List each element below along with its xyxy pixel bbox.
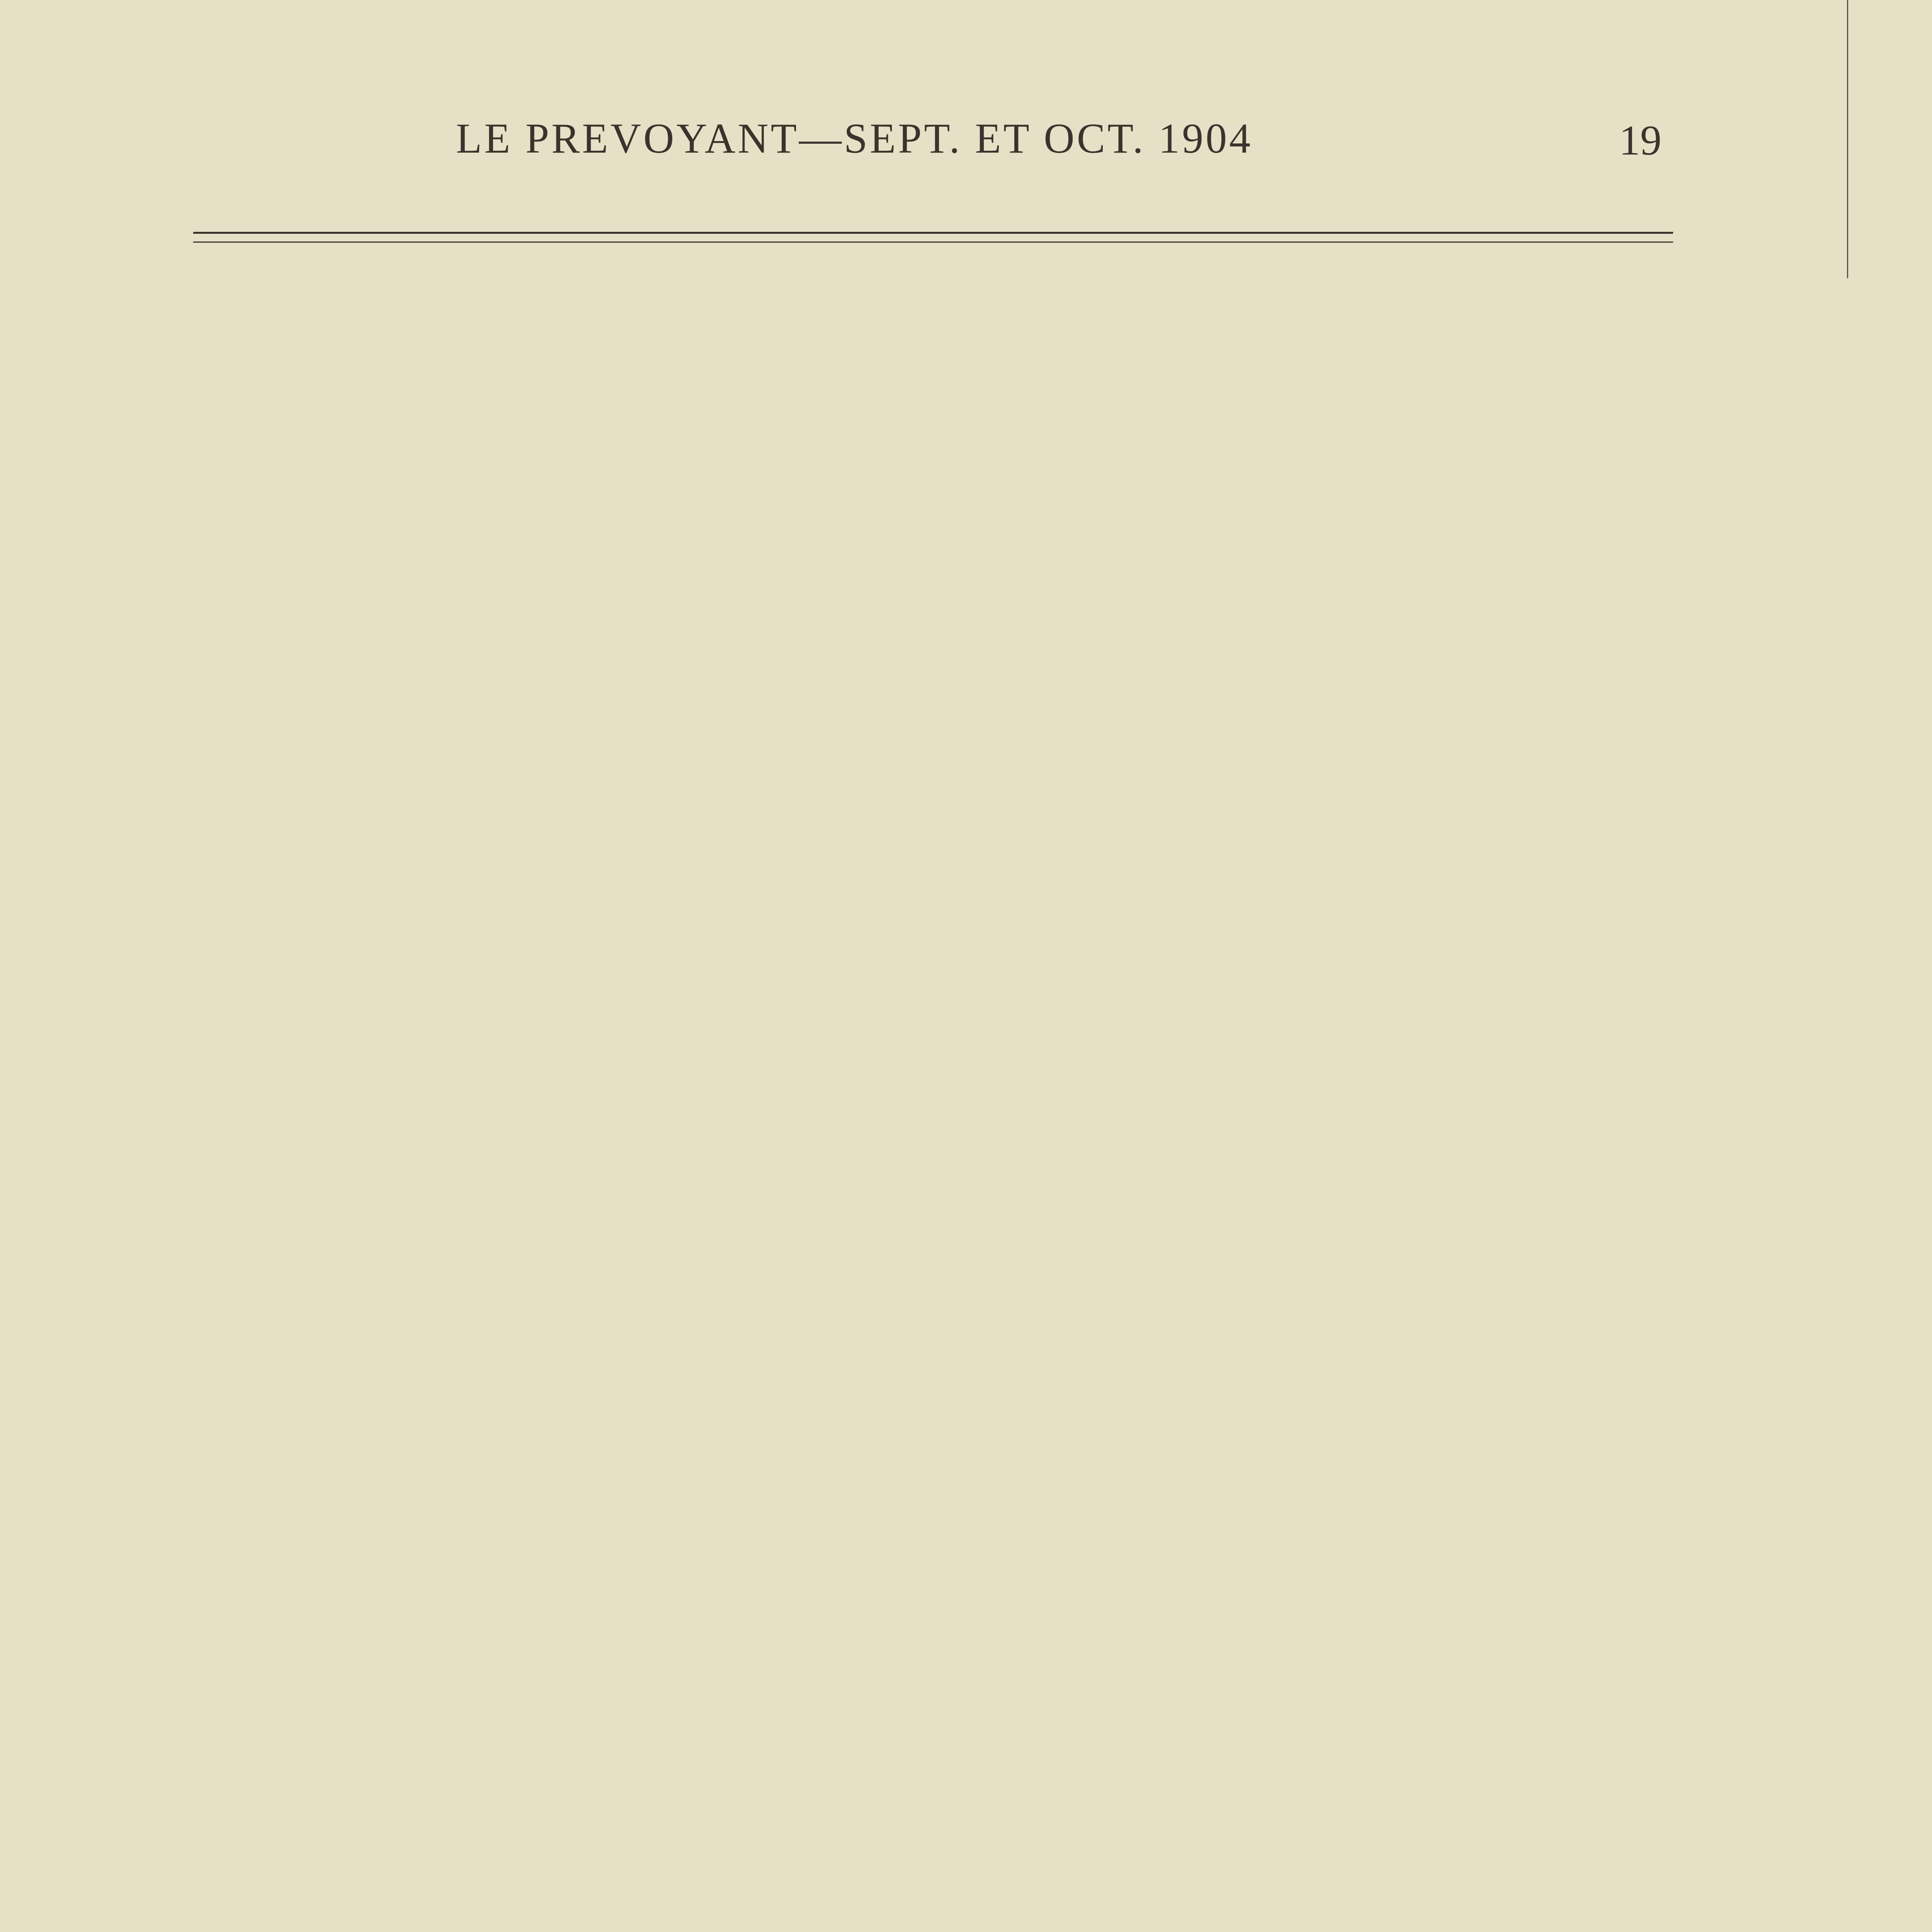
page-header-title: LE PREVOYANT—SEPT. ET OCT. 1904 bbox=[456, 115, 1253, 162]
table-title-area bbox=[1681, 0, 1828, 278]
page-number: 19 bbox=[1619, 117, 1662, 164]
table-title bbox=[1704, 0, 1768, 278]
details-header bbox=[1862, 0, 1920, 278]
header-rule-thin bbox=[193, 242, 1673, 243]
header-rule bbox=[193, 232, 1673, 234]
disbursements-table bbox=[1847, 0, 1932, 278]
rotated-table-block bbox=[1681, 0, 1932, 278]
table-top-rule bbox=[1847, 0, 1848, 278]
